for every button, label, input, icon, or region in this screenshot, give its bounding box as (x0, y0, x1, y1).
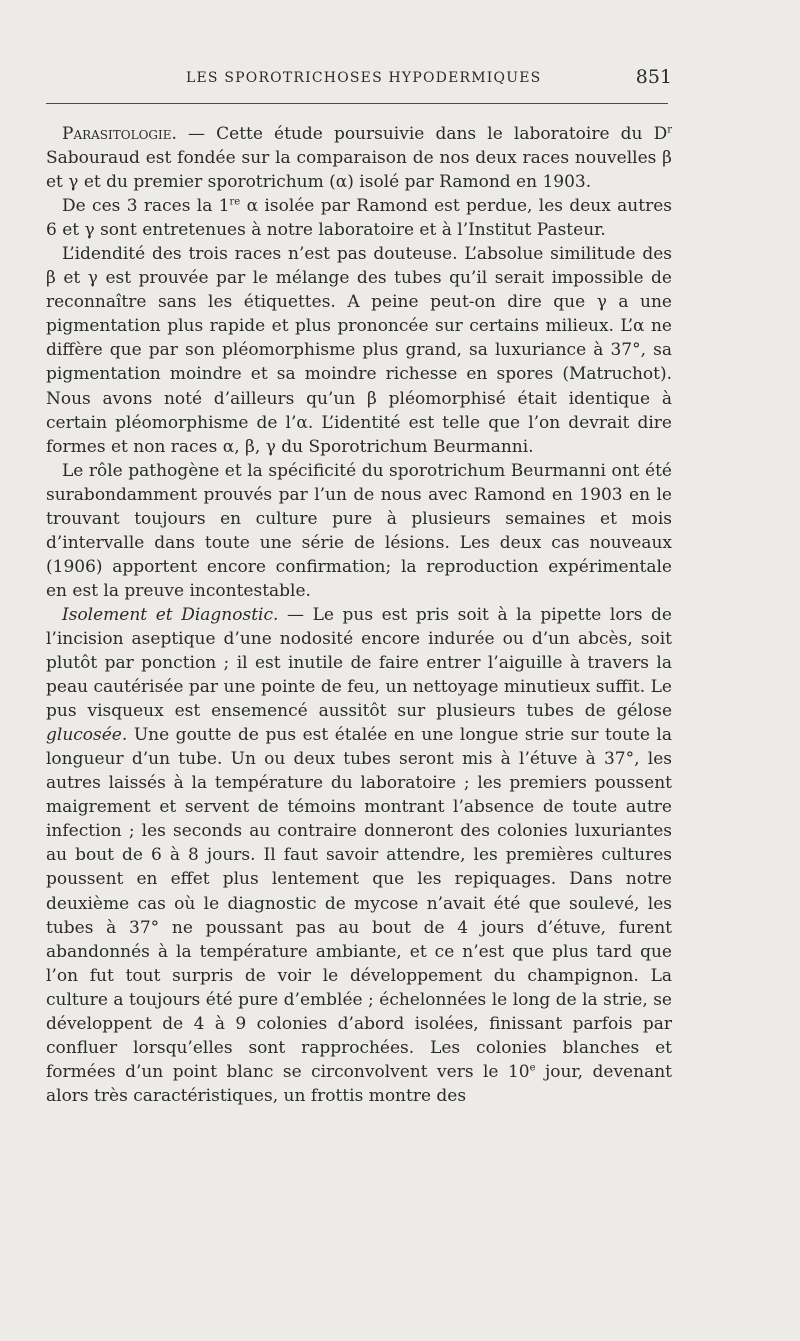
superscript: re (229, 196, 241, 208)
section-lead-isolement: Isolement et Diagnostic. (62, 604, 279, 625)
paragraph-text: Le rôle pathogène et la spécificité du sporotrichum Beurmanni ont été surabondamment prouvés par l’un de nous avec Ramond en 1903 en le trouvant toujours en culture pure à plusieurs semaines et mois d’intervalle dans toute une série de lésions. Les deux cas nouveaux (1906) apportent encore confirmation; la reproduction expérimentale en est la preuve incontestable. (46, 460, 672, 601)
paragraph-parasitologie (46, 122, 672, 194)
running-head (48, 66, 670, 96)
paragraph-text: Sabouraud est fondée sur la comparaison de nos deux races nouvelles β et γ et du premier sporotrichum (α) isolé par Ramond en 1903. (46, 148, 672, 193)
body-text (46, 122, 672, 1108)
paragraph-identite (46, 242, 672, 458)
paragraph-role-pathogene (46, 459, 672, 603)
paragraph-text: α isolée par Ramond est perdue, les deux autres 6 et γ sont entretenues à notre laboratoire et à l’Institut Pasteur. (46, 196, 672, 241)
paragraph-text: L’idendité des trois races n’est pas douteuse. L’absolue similitude des β et γ est prouvée par le mélange des tubes qu’il serait impossible de reconnaître sans les étiquettes. A peine peut-on dire que γ a une pigmentation plus rapide et plus prononcée sur certains milieux. L’α ne diffère que par son pléomorphisme plus grand, sa luxuriance à 37°, sa pigmentation moindre et sa moindre richesse en spores (Matruchot). Nous avons noté d’ailleurs qu’un β pléomorphisé était identique à certain pléomorphisme de l’α. L’identité est telle que l’on devrait dire formes et non races α, β, γ du Sporotrichum Beurmanni. (46, 244, 672, 457)
section-lead-parasitologie: Parasitologie. (62, 124, 177, 144)
paragraph-races (46, 194, 672, 242)
paragraph-text: jour, devenant alors très caractéristiques, un frottis montre des (46, 1061, 672, 1106)
paragraph-text: De ces 3 races la 1 (62, 196, 230, 217)
paragraph-text: — Cette étude poursuivie dans le laboratoire du D (176, 124, 668, 144)
running-title: LES SPOROTRICHOSES HYPODERMIQUES (186, 70, 542, 86)
paragraph-text: — Le pus est pris soit à la pipette lors de l’incision aseptique d’une nodosité encore indurée ou d’un abcès, soit plutôt par ponction ; il est inutile de faire entrer l’aiguille à travers la peau cautérisée par une pointe de feu, un nettoyage minutieux suffit. Le pus visqueux est ensemencé aussitôt sur plusieurs tubes de gélose (46, 604, 672, 722)
superscript: r (667, 124, 672, 136)
day-number: 10 (507, 1061, 530, 1082)
superscript: e (529, 1062, 536, 1074)
page-number: 851 (635, 66, 672, 88)
paragraph-text: Une goutte de pus est étalée en une longue strie sur toute la longueur d’un tube. Un ou deux tubes seront mis à l’étuve à 37°, les autres laissés à la température du laboratoire ; les premiers poussent maigrement et servent de témoins montrant l’absence de toute autre infection ; les seconds au contraire donneront des colonies luxuriantes au bout de 6 à 8 jours. Il faut savoir attendre, les premières cultures poussent en effet plus lentement que les repiquages. Dans notre deuxième cas où le diagnostic de mycose n’avait été que soulevé, les tubes à 37° ne poussant pas au bout de 4 jours d’étuve, furent abandonnés à la température ambiante, et ce n’est que plus tard que l’on fut tout surpris de voir le développement du champignon. La culture a toujours été pure d’emblée ; échelonnées le long de la strie, se développent de 4 à 9 colonies d’abord isolées, finissant parfois par confluer lorsqu’elles sont rapprochées. Les colonies blanches et formées d’un point blanc se circonvolvent vers le (46, 725, 672, 1082)
italic-term: glucosée. (46, 725, 128, 746)
paragraph-isolement (46, 603, 672, 1108)
header-rule (46, 103, 668, 104)
